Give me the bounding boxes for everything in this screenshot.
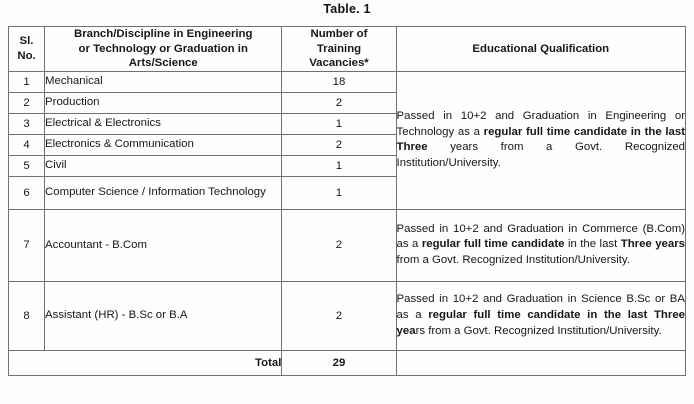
cell-qualification-engineering [396,71,685,209]
cell-sl-no: 7 [9,209,45,281]
qual-com-text-part-1: Passed in 10+2 and Graduation in Commerce (B.Com) as a [396,222,685,251]
header-row [9,27,686,72]
cell-branch: Computer Science / Information Technology [45,176,282,209]
branch-header-line-2: or Technology or Graduation in [78,42,248,55]
cell-sl-no: 3 [9,113,45,134]
cell-branch: Electronics & Communication [45,134,282,155]
table-row [9,209,686,281]
cell-branch: Assistant (HR) - B.Sc or B.A [45,281,282,350]
column-header-sl-no [9,27,45,72]
vacancy-table [8,26,686,376]
cell-vacancies: 18 [282,71,396,92]
cell-branch: Mechanical [45,71,282,92]
cell-vacancies: 1 [282,113,396,134]
cell-qualification-science [396,281,685,350]
cell-vacancies: 1 [282,176,396,209]
sl-no-line-2: No. [17,49,36,62]
cell-qualification-commerce [396,209,685,281]
qual-eng-text-part-2: years from a Govt. Recognized Institution/University. [396,141,685,170]
qual-sci-text-part-1: Passed in 10+2 and Graduation in Science B.Sc or BA as a [396,293,685,321]
qual-eng-text-part-1: Passed in 10+2 and Graduation in Engineering or Technology as a [396,109,685,138]
column-header-branch [45,27,282,72]
table-row [9,281,686,350]
qual-com-text-bold-1: regular full time candidate [421,238,565,251]
table-total-row [9,350,686,375]
total-label: Total [9,350,282,375]
qual-com-text-part-3: from a Govt. Recognized Institution/University. [396,254,630,267]
qual-sci-text-bold: regular full time candidate in the last Three yea [396,308,685,337]
qual-com-text-bold-2: Three years [620,238,685,251]
vacancies-header-line-2: Training [316,42,362,55]
cell-sl-no: 5 [9,155,45,176]
cell-vacancies: 2 [282,281,396,350]
cell-branch: Accountant - B.Com [45,209,282,281]
column-header-qualification: Educational Qualification [396,27,685,72]
cell-vacancies: 2 [282,134,396,155]
cell-sl-no: 8 [9,281,45,350]
table-body [9,71,686,375]
table-caption: Table. 1 [323,2,371,16]
table-row [9,71,686,92]
branch-header-line-3: Arts/Science [128,57,198,70]
cell-branch: Production [45,92,282,113]
cell-sl-no: 1 [9,71,45,92]
cell-sl-no: 4 [9,134,45,155]
cell-branch: Electrical & Electronics [45,113,282,134]
qual-com-text-part-2: in the last [564,238,621,251]
qual-sci-text-part-2: rs from a Govt. Recognized Institution/University. [415,324,662,337]
vacancies-header-line-3: Vacancies* [309,57,369,70]
qual-eng-text-bold: regular full time candidate in the last Three [396,125,685,154]
vacancies-header-line-1: Number of [310,28,368,40]
total-value: 29 [282,350,396,375]
vacancy-table-container [8,26,686,376]
table-header [9,27,686,72]
total-blank-cell [396,350,685,375]
cell-vacancies: 2 [282,92,396,113]
sl-no-line-1: Sl. [19,35,34,48]
branch-header-line-1: Branch/Discipline in Engineering [73,28,253,40]
cell-branch: Civil [45,155,282,176]
cell-sl-no: 2 [9,92,45,113]
column-header-vacancies [282,27,396,72]
cell-sl-no: 6 [9,176,45,209]
cell-vacancies: 1 [282,155,396,176]
cell-vacancies: 2 [282,209,396,281]
